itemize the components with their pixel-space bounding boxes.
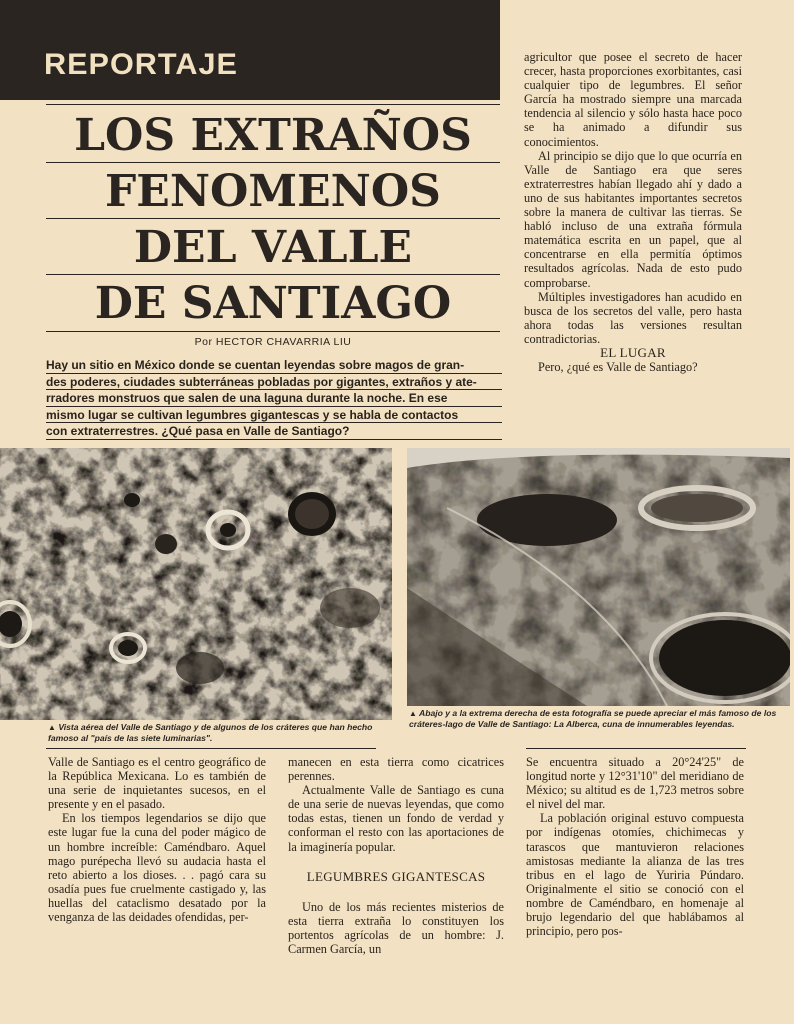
lead-line: des poderes, ciudades subterráneas pobladas por gigantes, extraños y ate- [46,374,502,391]
headline-line-3: DEL VALLE [133,222,413,273]
title-rule [46,274,500,275]
section-banner [0,0,500,100]
paragraph: Múltiples investigadores han acudido en busca de los secretos del valle, pero hasta ahora todas las versiones resultan contradictorias. [524,289,742,346]
body-column-2 [288,755,504,956]
lead-line: Hay un sitio en México donde se cuentan leyendas sobre magos de gran- [46,357,502,374]
caption-right-text: Abajo y a la extrema derecha de esta fotografía se puede apreciar el más famoso de los cráteres-lago de Valle de Santiago: La Alberca, cuna de innumerables leyendas. [409,708,777,729]
aerial-photo-valley [0,448,392,720]
headline-line-2: FENOMENOS [105,166,441,217]
caption-right [409,708,785,730]
headline-line-4: DE SANTIAGO [94,278,452,329]
paragraph: manecen en esta tierra como cicatrices perennes. [288,755,504,784]
column-rule [46,748,376,749]
aerial-photo-crater-lakes [407,448,790,706]
title-rule [46,218,500,219]
title-rule [46,162,500,163]
byline: Por HECTOR CHAVARRIA LIU [194,336,352,348]
paragraph: Uno de los más recientes misterios de esta tierra extraña lo constituyen los portentos agrícolas de un hombre: J. Carmen García, un [288,899,504,957]
triangle-marker-icon: ▲ [48,723,56,732]
section-label: REPORTAJE [44,48,238,81]
paragraph: Pero, ¿qué es Valle de Santiago? [538,360,698,375]
right-top-column [524,50,742,374]
lead-line: con extraterrestres. ¿Qué pasa en Valle de Santiago? [46,423,502,440]
paragraph: Valle de Santiago es el centro geográfico de la República Mexicana. Lo es también de una serie de inquietantes sucesos, en el presente y en el pasado. [48,755,266,812]
paragraph: Se encuentra situado a 20°24'25" de longitud norte y 12°31'10" del meridiano de México; su altitud es de 1,723 metros sobre el nivel del mar. [526,755,744,812]
body-column-3 [526,755,744,938]
paragraph: En los tiempos legendarios se dijo que este lugar fue la cuna del poder mágico de un hombre increíble: Caméndbaro. Aquel mago purépecha llevó su audacia hasta el reto abierto a los dioses. . . pagó cara su osadía pues fue cruelmente castigado y, las huellas del cataclismo desatado por la venganza de las deidades ofendidas, per- [48,811,266,925]
lead-line: mismo lugar se cultivan legumbres gigantescas y se habla de contactos [46,407,502,424]
column-rule [526,748,746,749]
paragraph: Al principio se dijo que lo que ocurría en Valle de Santiago era que seres extraterrestres habían llegado ahí y dado a uno de sus habitantes importantes secretos sobre la manera de cultivar las tierras. Se habló incluso de una extraña fórmula matemática escrita en un papel, que al concentrarse en ella permitía óptimos resultados agrícolas. Nada de esto pudo comprobarse. [524,148,742,290]
caption-left [48,722,380,744]
lead-line: rradores monstruos que salen de una laguna durante la noche. En ese [46,390,502,407]
title-rule [46,331,500,332]
paragraph: Actualmente Valle de Santiago es cuna de una serie de nuevas leyendas, que como todas estas, tienen un fondo de verdad y conforman el resto con las aportaciones de la imaginería popular. [288,783,504,854]
headline-line-1: LOS EXTRAÑOS [74,110,472,161]
subhead-legumbres: LEGUMBRES GIGANTESCAS [306,868,486,884]
paragraph: La población original estuvo compuesta por indígenas otomíes, chichimecas y tarascos que mantuvieron relaciones amistosas mediante la alianza de las tres tribus en el lago de Yuriria Púndaro. Originalmente el sitio se conoció con el nombre de Caméndbaro, en homenaje al brujo legendario del que hablábamos al principio, pero pos- [526,811,744,939]
subhead-el-lugar: EL LUGAR [600,344,666,360]
lead-paragraph [46,357,502,440]
body-column-1 [48,755,266,924]
title-rule [46,104,500,105]
caption-left-text: Vista aérea del Valle de Santiago y de algunos de los cráteres que han hecho famoso al "país de las siete luminarias". [48,722,373,743]
paragraph: agricultor que posee el secreto de hacer crecer, hasta proporciones exorbitantes, casi cualquier tipo de legumbres. El señor García ha mostrado siempre una marcada tendencia al silencio y sólo hasta hace poco se ha animado a difundir sus conocimientos. [524,50,742,149]
triangle-marker-icon: ▲ [409,709,417,718]
